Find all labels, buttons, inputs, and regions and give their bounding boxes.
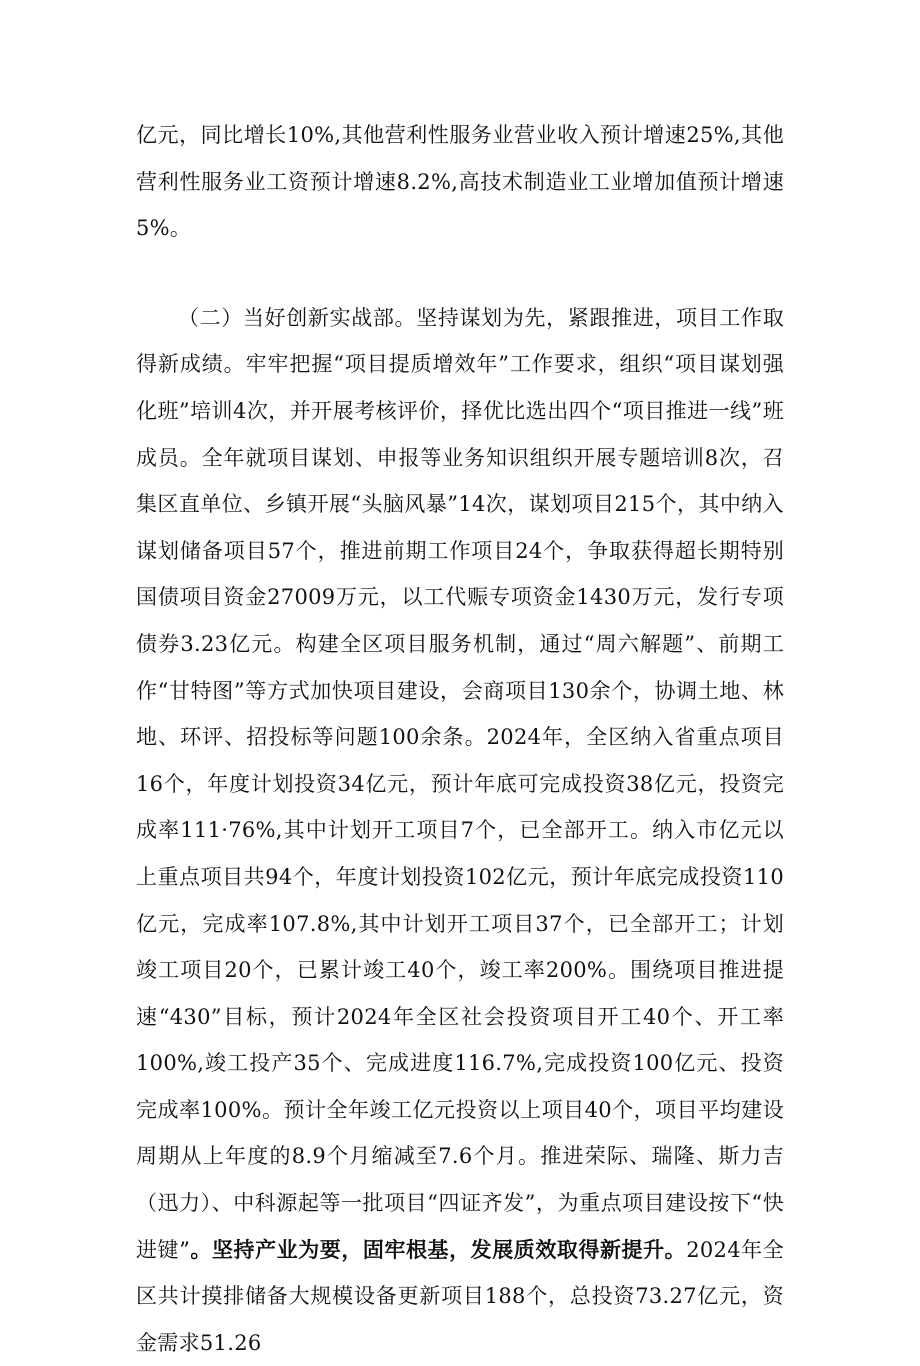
paragraph-2-text-1: （二）当好创新实战部。坚持谋划为先，紧跟推进，项目工作取得新成绩。牢牢把握“项目提质增效年”工作要求，组织“项目谋划强化班”培训4次，并开展考核评价，择优比选出四个“项目推进一线”班成员。全年就项目谋划、申报等业务知识组织开展专题培训8次，召集区直单位、乡镇开展“头脑风暴”14次，谋划项目215个，其中纳入谋划储备项目57个，推进前期工作项目24个，争取获得超长期特别国债项目资金27009万元，以工代赈专项资金1430万元，发行专项债券3.23亿元。构建全区项目服务机制，通过“周六解题”、前期工作“甘特图”等方式加快项目建设，会商项目130余个，协调土地、林地、环评、招投标等问题100余条。2024年，全区纳入省重点项目16个，年度计划投资34亿元，预计年底可完成投资38亿元，投资完成率111·76%,其中计划开工项目7个，已全部开工。纳入市亿元以上重点项目共94个，年度计划投资102亿元，预计年底完成投资110亿元，完成率107.8%,其中计划开工项目37个，已全部开工；计划竣工项目20个，已累计竣工40个，竣工率200%。围绕项目推进提速“430”目标，预计2024年全区社会投资项目开工40个、开工率100%,竣工投产35个、完成进度116.7%,完成投资100亿元、投资完成率100%。预计全年竣工亿元投资以上项目40个，项目平均建设周期从上年度的8.9个月缩减至7.6个月。推进荣际、瑞隆、斯力吉（迅力）、中科源起等一批项目“四证齐发”，为重点项目建设按下“快进键” xyxy=(136,305,784,1262)
paragraph-1: 亿元，同比增长10%,其他营利性服务业营业收入预计增速25%,其他营利性服务业工资预计增速8.2%,高技术制造业工业增加值预计增速5%。 xyxy=(136,123,784,241)
paragraph-2 xyxy=(136,295,784,1366)
paragraph-2-text-2: 2024年全区共计摸排储备大规模设备更新项目188个，总投资73.27亿元，资金需求51.26 xyxy=(136,1237,784,1355)
paragraph-2-bold-sentence: 。坚持产业为要，固牢根基，发展质效取得新提升。 xyxy=(190,1236,687,1262)
